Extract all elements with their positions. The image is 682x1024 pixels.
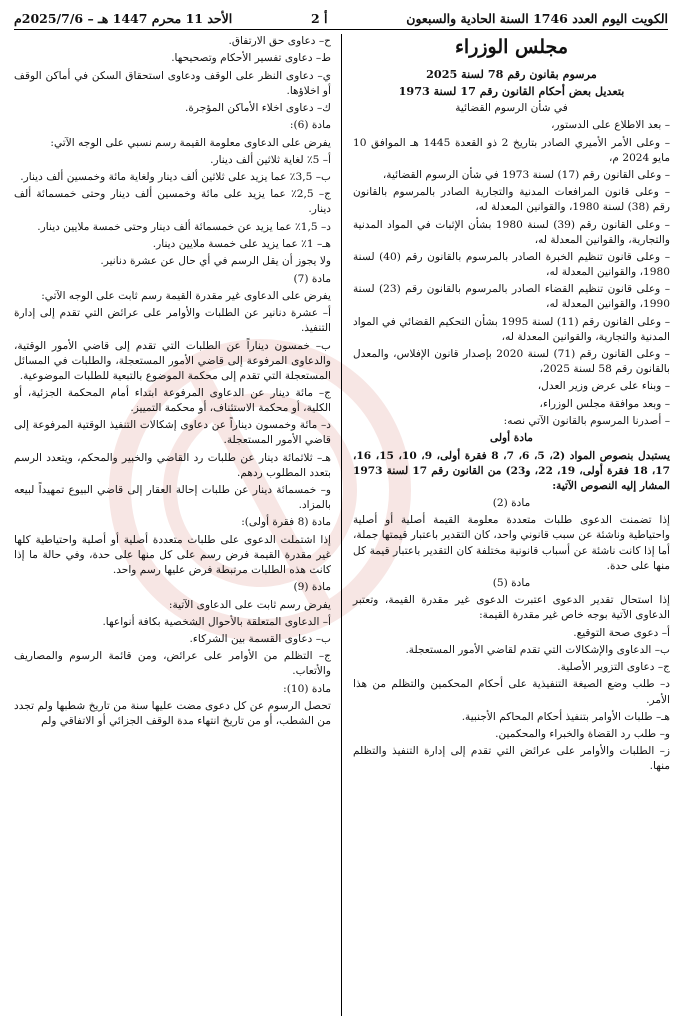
article-item: ج– 2,5٪ عما يزيد على مائة وخمسين ألف دينار وحتى خمسمائة ألف دينار. [14,188,331,216]
article-text: إذا اشتملت الدعوى على طلبات متعددة أصلية أو أصلية واحتياطية كلها غير مقدرة القيمة فرض رسم على كل منها على حدة، وفي حالة ما إذا كانت هذه الطلبات مرتبطة فرض عليها رسم واحد. [14,533,331,576]
left-column [14,34,331,1020]
article-item: و– خمسمائة دينار عن طلبات إحالة العقار إلى قاضي البيوع تمهيداً لبيعه بالمزاد. [14,484,331,512]
right-column [353,34,670,1020]
decree-line: في شأن الرسوم القضائية [455,102,568,115]
article-text: إذا تضمنت الدعوى طلبات متعددة معلومة القيمة أصلية أو أصلية واحتياطية وناشئة عن سبب قانوني واحد، كان التقدير باعتبار قيمتها جملة، أما إذا كانت ناشئة عن أسباب قانونية مختلفة كان التقدير باعتبار قيمة كل منها على حدة. [353,514,670,572]
column-divider [341,34,342,1016]
article-item: ب– خمسون ديناراً عن الطلبات التي تقدم إلى قاضي الأمور الوقتية، والدعاوى المرفوعة إلى قاضي الأمور المستعجلة، والطلبات في المسائل المستعجلة التي تقدم إلى محكمة الموضوع بالتبعية للطلبات الموضوعية. [14,339,331,382]
article-title: مادة (6): [289,119,331,132]
preamble-item: – وعلى القانون رقم (71) لسنة 2020 بإصدار قانون الإفلاس، والمعدل بالقانون رقم 58 لسنة 2025، [353,348,670,376]
decree-line: بتعديل بعض أحكام القانون رقم 17 لسنة 1973 [398,84,625,99]
article-item: أ– دعوى صحة التوقيع. [573,626,670,639]
article-text: تحصل الرسوم عن كل دعوى مضت عليها سنة من تاريخ شطبها ولم تجدد من الشطب، أو من تاريخ انتهاء مدة الوقف الجزائي أو الاتفاقي ولم [14,700,331,728]
article-item: د– طلب وضع الصيغة التنفيذية على أحكام المحكمين والتظلم من هذا الأمر. [353,678,670,706]
article-item: ي– دعاوى النظر على الوقف ودعاوى استحقاق السكن في أماكن الوقف أو اخلاؤها. [14,69,331,97]
article-note: ولا يجوز أن يقل الرسم في أي حال عن عشرة دنانير. [100,255,331,268]
article-item: ج– مائة دينار عن الدعاوى المرفوعة ابتداء أمام المحكمة الجزئية، أو الكلية، أو محكمة الاستئناف، أو محكمة التمييز. [14,386,331,415]
header-page-number: أ 2 [310,10,328,26]
preamble-item: – وعلى قانون تنظيم القضاء الصادر بالمرسوم بالقانون رقم (23) لسنة 1990، والقوانين المعدلة له، [353,283,670,311]
article-item: هـ– ثلاثمائة دينار عن طلبات رد القاضي والخبير والمحكم، ويتعدد الرسم بتعدد المطلوب ردهم. [14,451,331,479]
header-date: الأحد 11 محرم 1447 هـ – 2025/7/6م [14,10,233,26]
header-issue-info: الكويت اليوم العدد 1746 السنة الحادية والسبعون [406,10,668,26]
article-item: ب– دعاوى القسمة بين الشركاء. [189,633,331,646]
preamble-item: – وعلى القانون رقم (11) لسنة 1995 بشأن التحكيم القضائي في المواد المدنية والتجارية، والقوانين المعدلة له، [353,315,670,343]
article-title: مادة (8 فقرة أولى): [241,516,331,529]
article-item: ب– 3,5٪ عما يزيد على ثلاثين ألف دينار ولغاية مائة وخمسين ألف دينار. [20,171,331,184]
article-title: مادة (9) [293,581,331,594]
article-item: ك– دعاوى اخلاء الأماكن المؤجرة. [184,101,331,114]
page-header [14,8,668,28]
article-text: يفرض على الدعاوى غير مقدرة القيمة رسم ثابت على الوجه الآتي: [41,289,331,302]
article-text: يستبدل بنصوص المواد (2، 5، 6، 7، 8 فقرة أولى، 9، 10، 15، 16، 17، 18 فقرة أولى، 19، 22، و23) من القانون رقم 17 لسنة 1973 المشار إليه النصوص الآتية: [353,449,671,492]
article-title: مادة أولى [490,432,533,445]
article-item: ج– التظلم من الأوامر على عرائض، ومن قائمة الرسوم والمصاريف والأتعاب. [14,650,331,678]
article-item: ج– دعاوى التزوير الأصلية. [557,661,670,674]
article-title: مادة (2) [492,497,531,510]
article-item: أ– 5٪ لغاية ثلاثين ألف دينار. [210,153,331,166]
preamble-item: – أصدرنا المرسوم بالقانون الآتي نصه: [503,415,670,428]
preamble-item: – وبعد موافقة مجلس الوزراء، [539,397,670,410]
article-item: د– مائة وخمسون ديناراً عن دعاوى إشكالات التنفيذ الوقتية المرفوعة إلى قاضي الأمور المستعجلة. [14,419,331,447]
article-title: مادة (5) [492,576,531,589]
article-item: ب– الدعاوى والإشكالات التي تقدم لقاضي الأمور المستعجلة. [405,643,670,656]
article-item: هـ– طلبات الأوامر بتنفيذ أحكام المحاكم الأجنبية. [461,710,670,723]
article-item: هـ– 1٪ عما يزيد على خمسة ملايين دينار. [152,238,331,250]
section-title: مجلس الوزراء [454,36,569,58]
article-title: مادة (10): [283,682,331,695]
preamble-item: – وعلى قانون تنظيم الخبرة الصادر بالمرسوم بالقانون رقم (40) لسنة 1980، والقوانين المعدلة له، [353,250,671,279]
preamble-item: – وعلى القانون رقم (17) لسنة 1973 في شأن الرسوم القضائية، [382,168,670,181]
article-item: ط– دعاوى تفسير الأحكام وتصحيحها. [171,52,331,65]
preamble-item: – وعلى قانون المرافعات المدنية والتجارية الصادر بالمرسوم بالقانون رقم (38) لسنة 1980، والقوانين المعدلة له، [353,186,670,214]
article-item: ز– الطلبات والأوامر على عرائض التي تقدم إلى إدارة التنفيذ والتظلم منها. [353,745,670,773]
article-text: يفرض رسم ثابت على الدعاوى الآتية: [168,598,331,611]
header-rule [14,29,668,30]
preamble-item: – وبناء على عرض وزير العدل، [537,380,670,393]
decree-line: مرسوم بقانون رقم 78 لسنة 2025 [426,67,597,81]
article-text: يفرض على الدعاوى معلومة القيمة رسم نسبي على الوجه الآتي: [50,136,331,149]
article-item: أ– الدعاوى المتعلقة بالأحوال الشخصية بكافة أنواعها. [102,615,331,628]
article-item: ح– دعاوى حق الارتفاق. [228,35,331,47]
article-item: د– 1,5٪ عما يزيد عن خمسمائة ألف دينار وحتى خمسة ملايين دينار. [37,220,331,233]
preamble-item: – وعلى الأمر الأميري الصادر بتاريخ 2 ذو القعدة 1445 هـ الموافق 10 مايو 2024 م، [353,136,671,164]
decree-heading [353,67,670,116]
preamble-item: – وعلى القانون رقم (39) لسنة 1980 بشأن الإثبات في المواد المدنية والتجارية، والقوانين المعدلة له، [353,218,670,246]
article-title: مادة (7) [293,272,331,285]
preamble-item: – بعد الاطلاع على الدستور، [551,119,670,132]
article-item: و– طلب رد القضاة والخبراء والمحكمين. [495,728,670,741]
article-item: أ– عشرة دنانير عن الطلبات والأوامر على عرائض التي تقدم إلى إدارة التنفيذ. [14,307,331,335]
article-text: إذا استحال تقدير الدعوى اعتبرت الدعوى غير مقدرة القيمة، وتعتبر الدعاوى الآتية بوجه خاص غير مقدرة القيمة: [353,594,670,622]
